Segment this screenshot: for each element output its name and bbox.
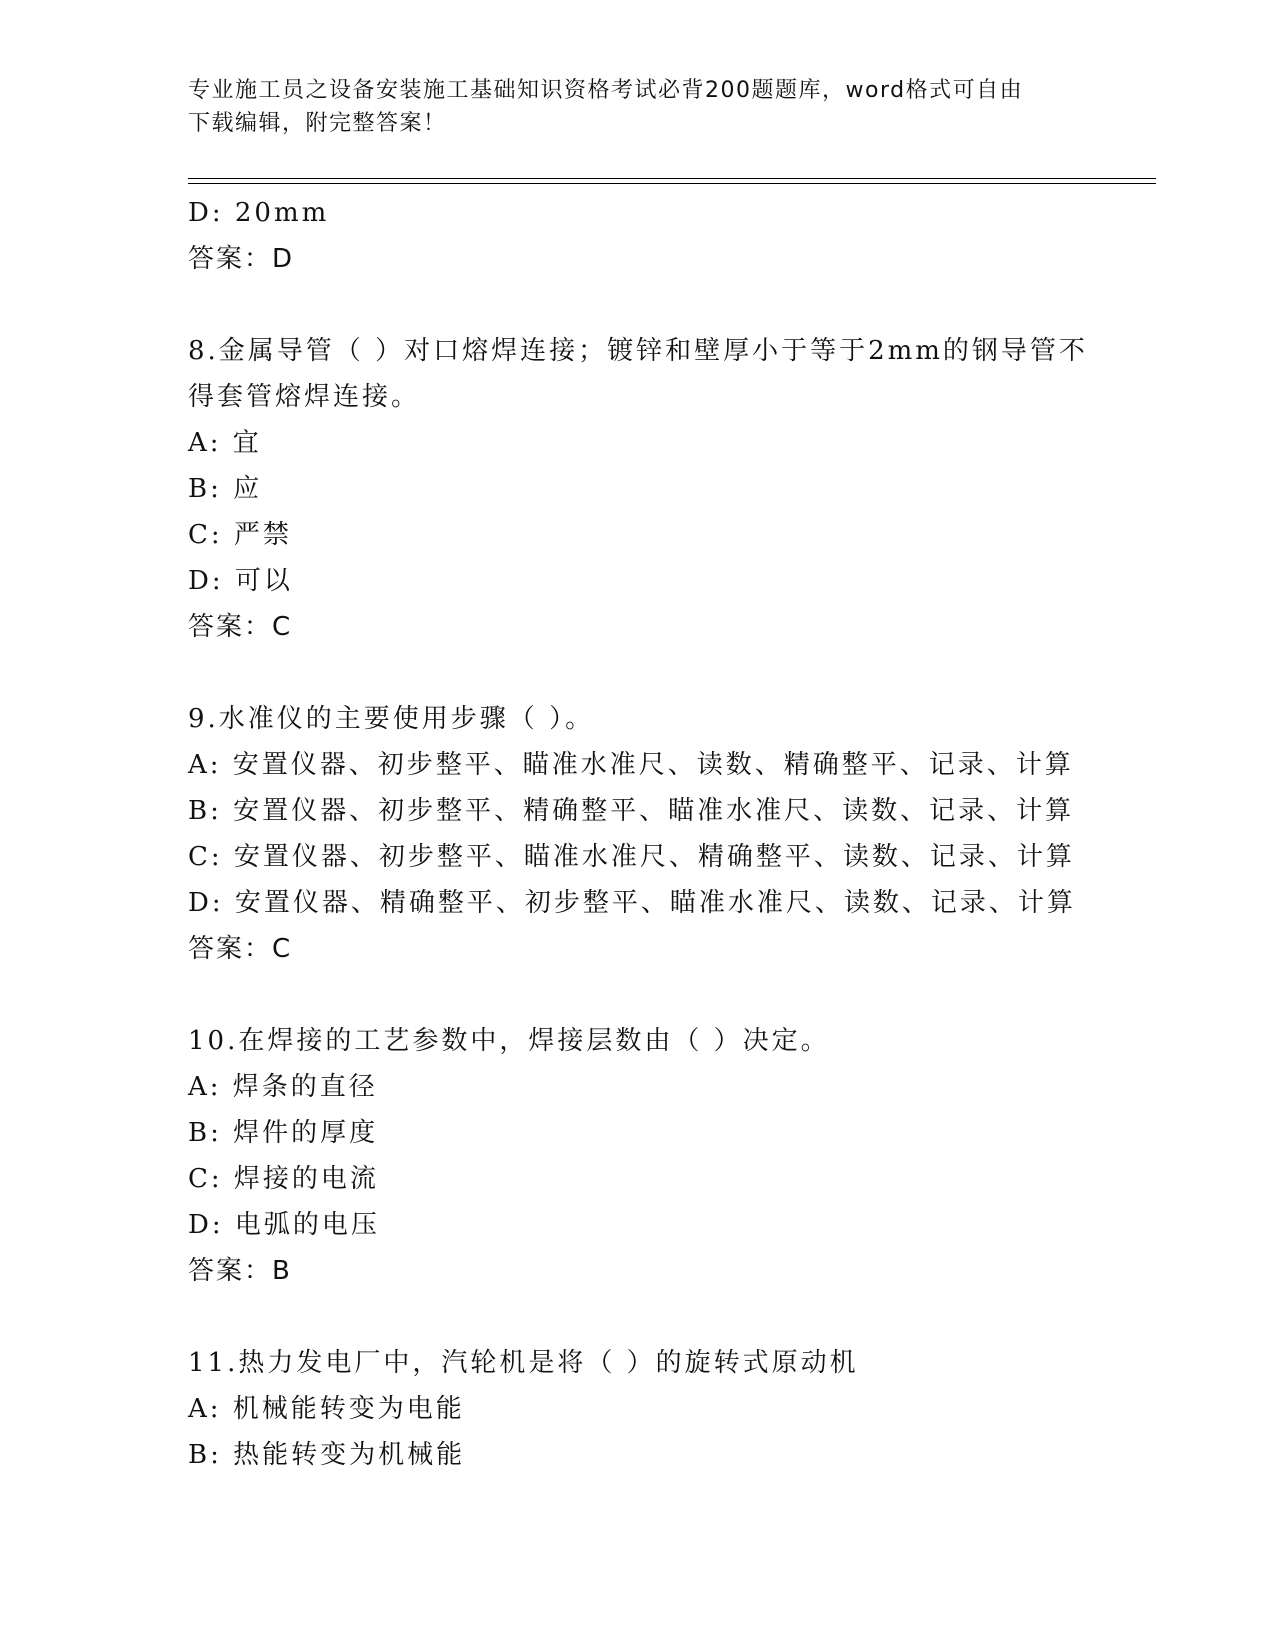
answer-line: 答案：C <box>188 612 293 642</box>
header-divider-bottom <box>188 183 1156 184</box>
spacer <box>188 282 1088 328</box>
header-divider-top <box>188 178 1156 179</box>
option-line: B: 安置仪器、初步整平、精确整平、瞄准水准尺、读数、记录、计算 <box>188 796 1075 826</box>
answer-line: 答案：B <box>188 1256 292 1286</box>
option-line: D: 20mm <box>188 198 330 228</box>
option-line: A: 焊条的直径 <box>188 1072 378 1102</box>
option-line: C: 严禁 <box>188 520 292 550</box>
option-line: A: 宜 <box>188 428 262 458</box>
question-text: 8.金属导管（ ）对口熔焊连接；镀锌和壁厚小于等于2mm的钢导管不 <box>188 336 1088 366</box>
question-text: 10.在焊接的工艺参数中，焊接层数由（ ）决定。 <box>188 1026 830 1056</box>
option-line: D: 安置仪器、精确整平、初步整平、瞄准水准尺、读数、记录、计算 <box>188 888 1076 918</box>
document-header <box>188 74 1088 140</box>
question-list <box>188 190 1088 1478</box>
option-line: C: 安置仪器、初步整平、瞄准水准尺、精确整平、读数、记录、计算 <box>188 842 1075 872</box>
answer-line: 答案：D <box>188 244 295 274</box>
spacer <box>188 1294 1088 1340</box>
spacer <box>188 972 1088 1018</box>
answer-line: 答案：C <box>188 934 293 964</box>
question-text: 9.水准仪的主要使用步骤（ ）。 <box>188 704 595 734</box>
header-line-1: 专业施工员之设备安装施工基础知识资格考试必背200题题库，word格式可自由 <box>188 78 1024 103</box>
option-line: D: 电弧的电压 <box>188 1210 380 1240</box>
option-line: B: 焊件的厚度 <box>188 1118 379 1148</box>
option-line: A: 安置仪器、初步整平、瞄准水准尺、读数、精确整平、记录、计算 <box>188 750 1074 780</box>
header-line-2: 下载编辑，附完整答案！ <box>188 111 447 136</box>
option-line: A: 机械能转变为电能 <box>188 1394 465 1424</box>
option-line: D: 可以 <box>188 566 293 596</box>
option-line: B: 热能转变为机械能 <box>188 1440 466 1470</box>
option-line: C: 焊接的电流 <box>188 1164 379 1194</box>
option-line: B: 应 <box>188 474 263 504</box>
spacer <box>188 650 1088 696</box>
question-text: 11.热力发电厂中，汽轮机是将（ ）的旋转式原动机 <box>188 1348 859 1378</box>
question-text: 得套管熔焊连接。 <box>188 382 421 412</box>
